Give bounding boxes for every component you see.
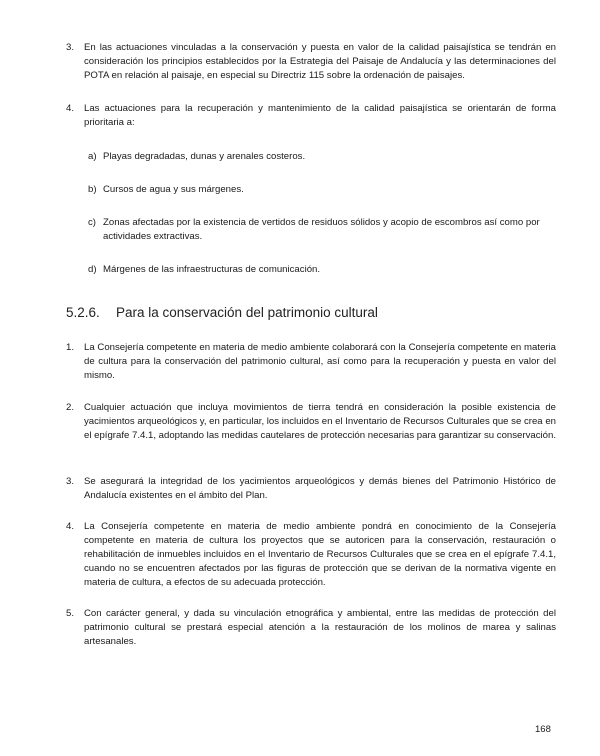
sub-list-item — [88, 183, 556, 197]
item-text: Las actuaciones para la recuperación y mantenimiento de la calidad paisajística se orientarán de forma prioritaria a: — [84, 103, 556, 128]
section-number: 5.2.6. — [66, 305, 100, 320]
item-number: 1. — [66, 342, 75, 353]
list-item — [66, 401, 556, 443]
item-text: Se asegurará la integridad de los yacimientos arqueológicos y demás bienes del Patrimonio Histórico de Andalucía existentes en el ámbito del Plan. — [84, 476, 556, 501]
item-number: 4. — [66, 521, 75, 532]
item-text: La Consejería competente en materia de medio ambiente pondrá en conocimiento de la Consejería competente en materia de cultura los proyectos que se autoricen para la conservación, restauración o rehabilitación de inmuebles incluidos en el Inventario de Recursos Culturales que se crea en el epígrafe 7.4.1, cuando no se encuentren afectados por las figuras de protección que se derivan de la normativa vigente en materia de cultura, a efectos de su adecuada protección. — [84, 521, 556, 588]
item-number: 5. — [66, 608, 75, 619]
sub-list-item — [88, 150, 556, 164]
list-item — [66, 475, 556, 503]
sub-item-letter: b) — [88, 184, 97, 195]
sub-item-text: Cursos de agua y sus márgenes. — [103, 184, 244, 195]
list-item — [66, 341, 556, 383]
item-number: 2. — [66, 402, 75, 413]
item-text: En las actuaciones vinculadas a la conservación y puesta en valor de la calidad paisajística se tendrán en consideración los principios establecidos por la Estrategia del Paisaje de Andalucía y las determinaciones del POTA en relación al paisaje, en especial su Directriz 115 sobre la ordenación de paisajes. — [84, 42, 556, 81]
item-number: 3. — [66, 42, 75, 53]
sub-item-letter: d) — [88, 264, 97, 275]
list-item — [66, 520, 556, 590]
item-text: Con carácter general, y dada su vinculación etnográfica y ambiental, entre las medidas de protección del patrimonio cultural se prestará especial atención a la restauración de los molinos de marea y salinas artesanales. — [84, 608, 556, 647]
sub-item-letter: a) — [88, 151, 97, 162]
list-item — [66, 102, 556, 130]
sub-item-text: Zonas afectadas por la existencia de vertidos de residuos sólidos y acopio de escombros así como por actividades extractivas. — [103, 217, 540, 242]
item-text: Cualquier actuación que incluya movimientos de tierra tendrá en consideración la posible existencia de yacimientos arqueológicos y, en particular, los incluidos en el Inventario de Recursos Culturales que se crea en el epígrafe 7.4.1, adoptando las medidas cautelares de protección necesarias para garantizar su conservación. — [84, 402, 556, 441]
sub-item-letter: c) — [88, 217, 96, 228]
sub-item-text: Playas degradadas, dunas y arenales costeros. — [103, 151, 306, 162]
item-text: La Consejería competente en materia de medio ambiente colaborará con la Consejería competente en materia de cultura para la conservación del patrimonio cultural, así como para la recuperación y puesta en valor del mismo. — [84, 342, 556, 381]
item-number: 3. — [66, 476, 75, 487]
section-title: Para la conservación del patrimonio cultural — [116, 305, 378, 320]
item-number: 4. — [66, 103, 75, 114]
page-number: 168 — [535, 724, 551, 735]
sub-list-item — [88, 263, 556, 277]
sub-list-item — [88, 216, 556, 244]
list-item — [66, 607, 556, 649]
list-item — [66, 41, 556, 83]
sub-item-text: Márgenes de las infraestructuras de comunicación. — [103, 264, 321, 275]
section-heading — [66, 305, 378, 320]
